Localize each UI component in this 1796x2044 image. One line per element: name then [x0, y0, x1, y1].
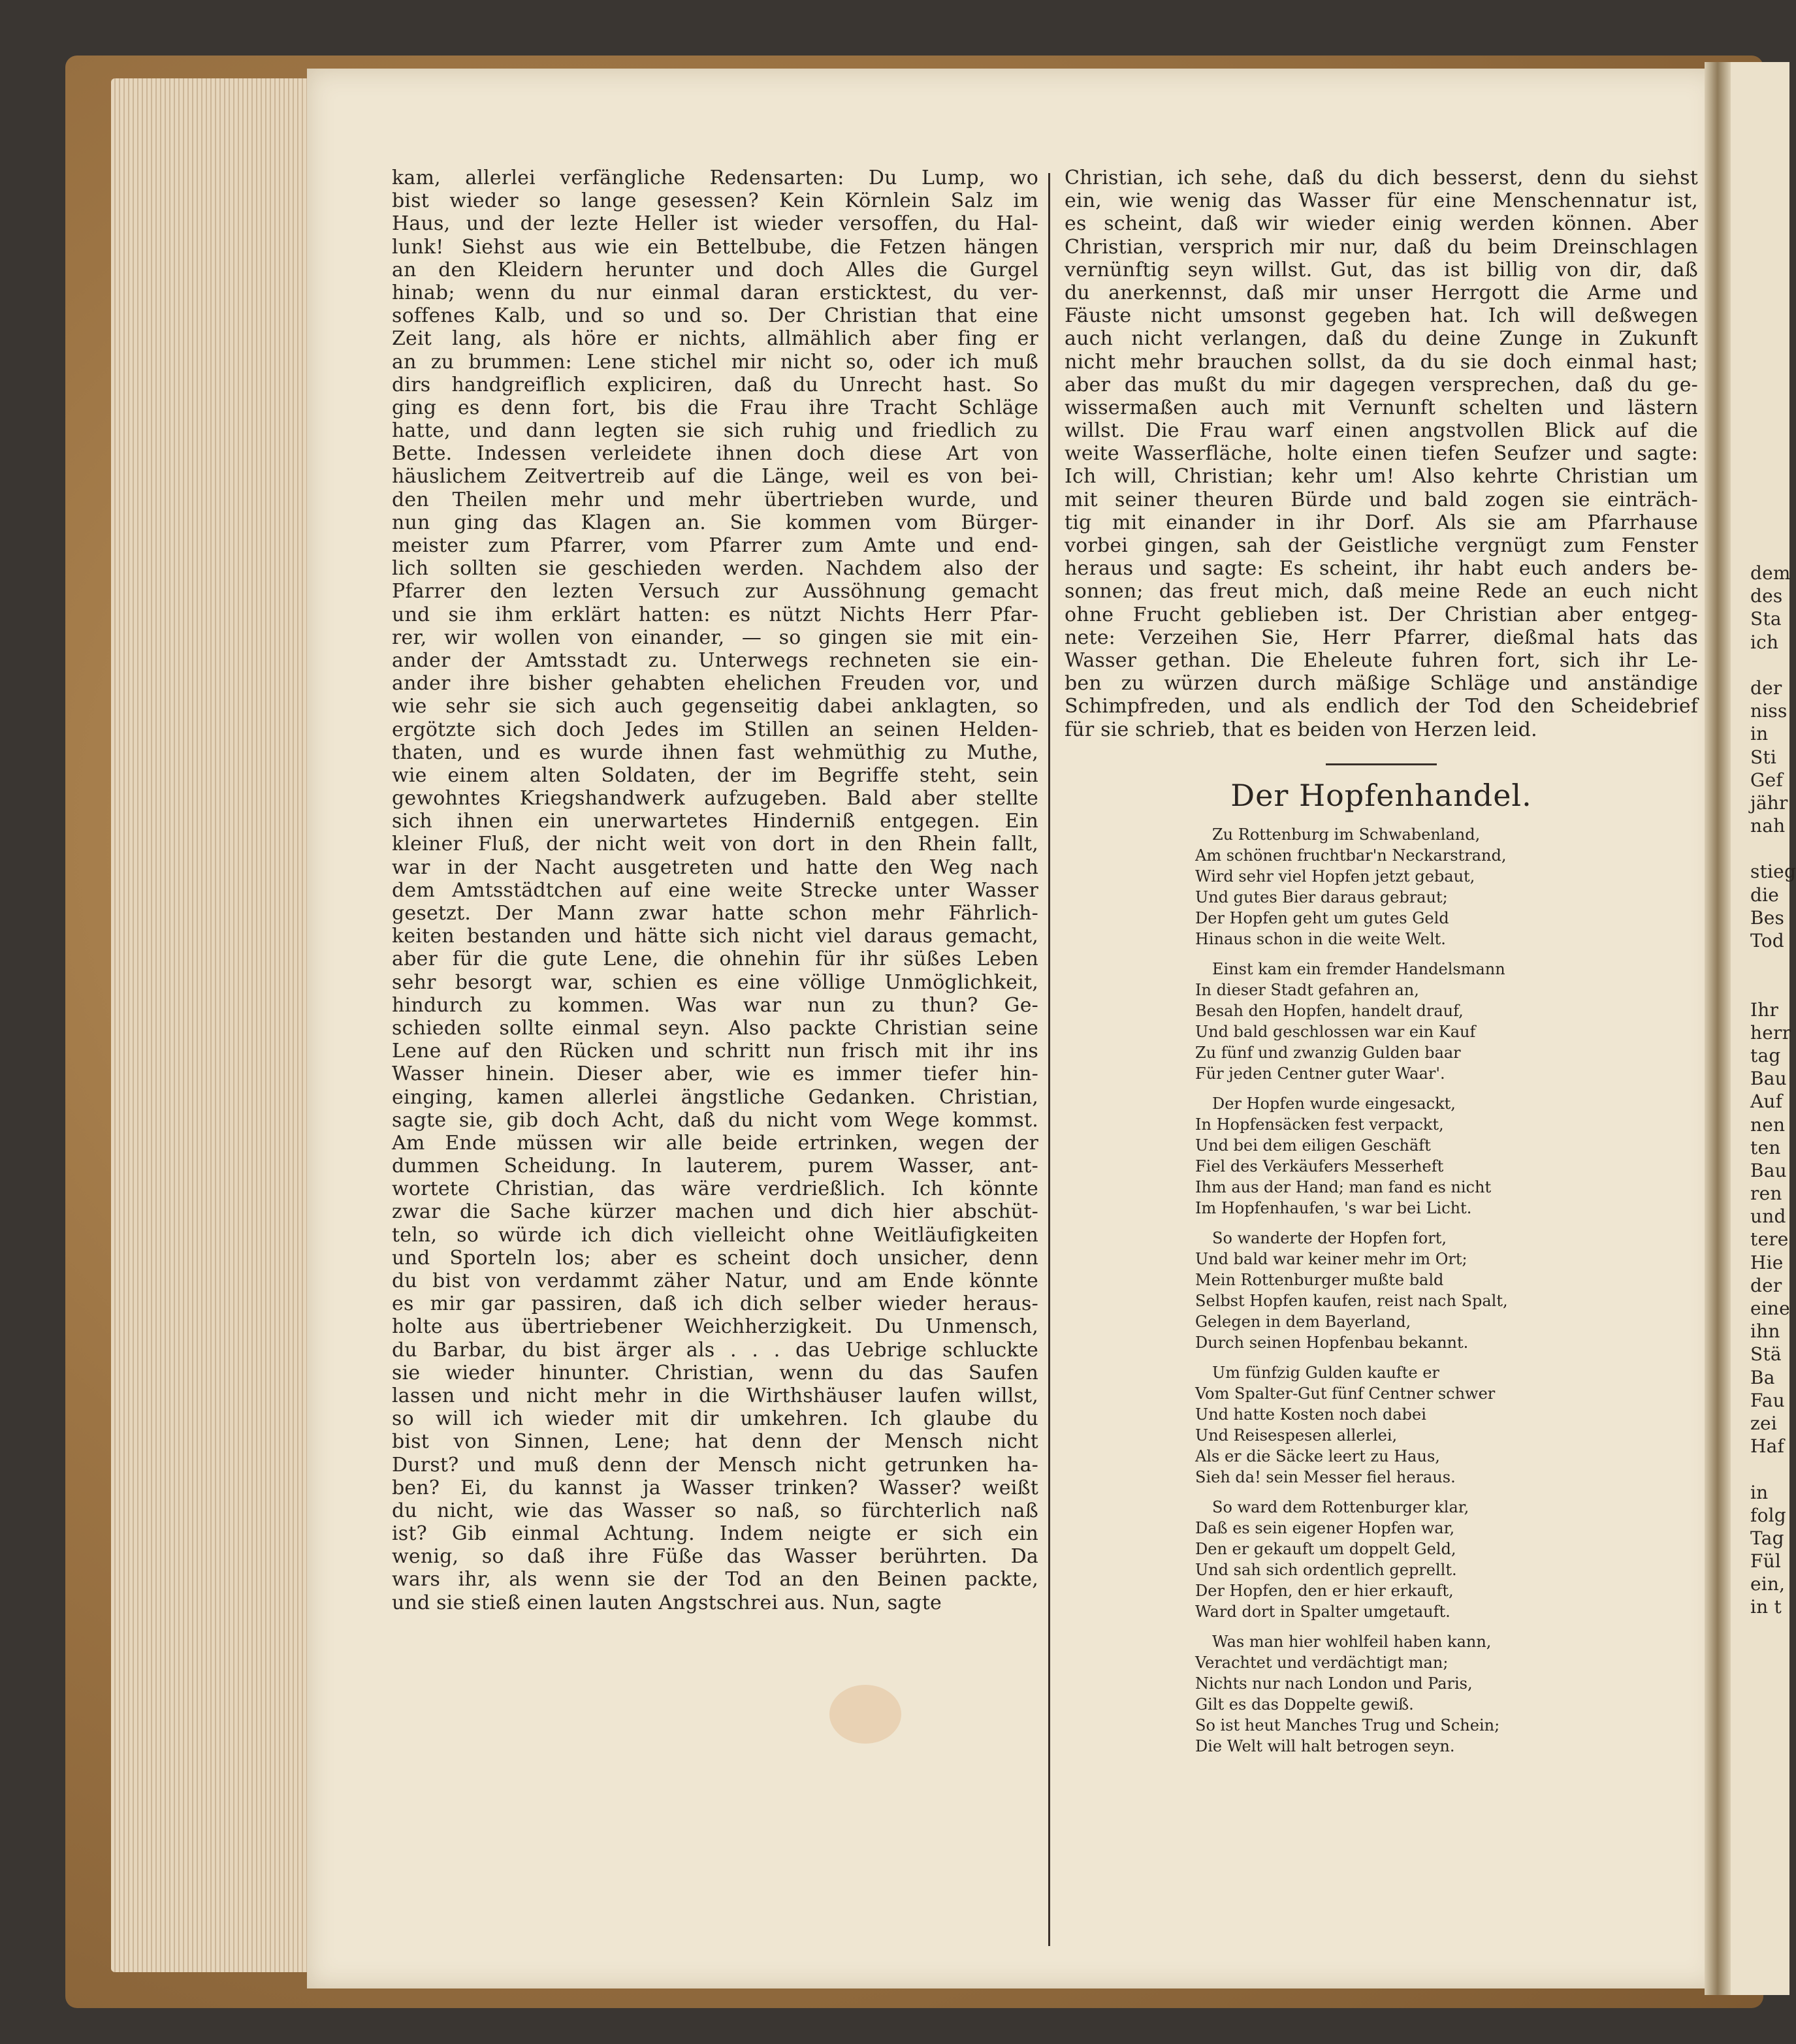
fragment-line: dem	[1750, 562, 1791, 584]
text-line: Wasser gethan. Die Eheleute fuhren fort, sich ihr Le-	[1065, 648, 1698, 672]
poem-line: Die Welt will halt betrogen seyn.	[1195, 1736, 1455, 1755]
text-line: thaten, und es wurde ihnen fast wehmüthig zu Muthe,	[392, 741, 1038, 764]
poem-line: Gelegen in dem Bayerland,	[1195, 1312, 1411, 1331]
fragment-line: herr	[1750, 1021, 1791, 1044]
story-conclusion	[1065, 167, 1698, 741]
fragment-line: Sti	[1750, 746, 1776, 768]
fragment-line: ten	[1750, 1136, 1781, 1158]
fragment-line: die	[1750, 884, 1780, 906]
poem-line: Zu fünf und zwanzig Gulden baar	[1195, 1043, 1461, 1062]
text-line: soffenes Kalb, und so und so. Der Christian that eine	[392, 304, 1038, 328]
text-line: Durst? und muß denn der Mensch nicht getrunken ha-	[392, 1453, 1038, 1477]
text-line: es mir gar passiren, daß ich dich selber wieder heraus-	[392, 1292, 1038, 1316]
text-line: Ich will, Christian; kehr um! Also kehrte Christian um	[1065, 465, 1698, 488]
page-edges	[111, 78, 307, 1972]
text-line: ist? Gib einmal Achtung. Indem neigte er sich ein	[392, 1522, 1038, 1546]
fragment-line: und	[1750, 1206, 1786, 1228]
text-line: so will ich wieder mit dir umkehren. Ich glaube du	[392, 1407, 1038, 1431]
text-line: weite Wasserfläche, holte einen tiefen Seufzer und sagte:	[1065, 442, 1698, 466]
poem-line: Und bald geschlossen war ein Kauf	[1195, 1022, 1476, 1041]
text-line: Am Ende müssen wir alle beide ertrinken, wegen der	[392, 1131, 1038, 1155]
fragment-line	[1750, 952, 1789, 975]
fragment-line: ich	[1750, 631, 1779, 653]
fragment-line	[1750, 654, 1789, 677]
text-line: keiten bestanden und hätte sich nicht viel daraus gemacht,	[392, 925, 1038, 948]
poem-line: Daß es sein eigener Hopfen war,	[1195, 1518, 1455, 1537]
fragment-line	[1750, 837, 1789, 860]
text-line: sich ihnen ein unerwartetes Hinderniß entgegen. Ein	[392, 810, 1038, 833]
text-line: bist von Sinnen, Lene; hat denn der Mensch nicht	[392, 1430, 1038, 1454]
column-divider	[1048, 173, 1050, 1946]
poem-line: Am schönen fruchtbar'n Neckarstrand,	[1195, 846, 1507, 865]
text-line: Lene auf den Rücken und schritt nun frisch mit ihr ins	[392, 1040, 1038, 1063]
poem-line: Der Hopfen, den er hier erkauft,	[1195, 1581, 1454, 1600]
fragment-line: ein,	[1750, 1573, 1786, 1595]
text-line: willst. Die Frau warf einen angstvollen Blick auf die	[1065, 419, 1698, 443]
poem-stanza	[1065, 1228, 1698, 1353]
left-text-column	[392, 167, 1038, 1614]
fragment-line: des	[1750, 585, 1783, 607]
fragment-line: Gef	[1750, 769, 1783, 791]
text-line: ben? Ei, du kannst ja Wasser trinken? Wasser? weißt	[392, 1476, 1038, 1499]
text-line: kleiner Fluß, der nicht weit von dort in den Rhein fallt,	[392, 833, 1038, 856]
text-line: vernünftig seyn willst. Gut, das ist billig von dir, daß	[1065, 258, 1698, 281]
poem-stanza	[1065, 1362, 1698, 1488]
text-line: lassen und nicht mehr in die Wirthshäuser laufen willst,	[392, 1384, 1038, 1407]
fragment-line: Ihr	[1750, 998, 1779, 1021]
fragment-line: Haf	[1750, 1435, 1785, 1458]
text-line: wie sehr sie sich auch gegenseitig dabei anklagten, so	[392, 695, 1038, 718]
poem-line: Wird sehr viel Hopfen jetzt gebaut,	[1195, 867, 1475, 886]
fragment-line: Ba	[1750, 1366, 1775, 1388]
poem-line: Was man hier wohlfeil haben kann,	[1212, 1632, 1492, 1651]
text-line: gesetzt. Der Mann zwar hatte schon mehr Fährlich-	[392, 902, 1038, 925]
book-gutter	[1705, 62, 1731, 1995]
poem-line: Und hatte Kosten noch dabei	[1195, 1405, 1426, 1424]
middle-text-column	[1065, 167, 1698, 1766]
fragment-line: Bau	[1750, 1159, 1787, 1181]
poem-line: Der Hopfen wurde eingesackt,	[1212, 1094, 1456, 1113]
poem-line: Und gutes Bier daraus gebraut;	[1195, 887, 1448, 906]
poem-line: Und bald war keiner mehr im Ort;	[1195, 1249, 1467, 1268]
text-line: aber für die gute Lene, die ohnehin für ihr süßes Leben	[392, 948, 1038, 971]
text-line: und Sporteln los; aber es scheint doch unsicher, denn	[392, 1246, 1038, 1270]
text-line: ander ihre bisher gehabten ehelichen Freuden vor, und	[392, 672, 1038, 695]
text-line: kam, allerlei verfängliche Redensarten: Du Lump, wo	[392, 167, 1038, 189]
text-line: ein, wie wenig das Wasser für eine Menschennatur ist,	[1065, 189, 1698, 213]
poem-line: Durch seinen Hopfenbau bekannt.	[1195, 1333, 1469, 1352]
paper-stain	[829, 1685, 901, 1744]
fragment-line	[1750, 1458, 1789, 1480]
text-line: du nicht, wie das Wasser so naß, so fürchterlich naß	[392, 1499, 1038, 1522]
text-line: dirs handgreiflich expliciren, daß du Unrecht hast. So	[392, 373, 1038, 396]
poem-line: Den er gekauft um doppelt Geld,	[1195, 1539, 1456, 1558]
poem-line: Um fünfzig Gulden kaufte er	[1212, 1363, 1439, 1382]
poem-line: Ihm aus der Hand; man fand es nicht	[1195, 1177, 1492, 1196]
poem-line: Mein Rottenburger mußte bald	[1195, 1270, 1444, 1289]
text-line: heraus und sagte: Es scheint, ihr habt euch anders be-	[1065, 557, 1698, 581]
fragment-line: der	[1750, 677, 1782, 699]
fragment-line: eine	[1750, 1298, 1790, 1319]
fragment-line: niss	[1750, 700, 1788, 722]
poem-line: Im Hopfenhaufen, 's war bei Licht.	[1195, 1198, 1472, 1217]
poem-line: Als er die Säcke leert zu Haus,	[1195, 1446, 1440, 1465]
text-line: sehr besorgt war, schien es eine völlige Unmöglichkeit,	[392, 970, 1038, 994]
text-line: den Theilen mehr und mehr übertrieben wurde, und	[392, 488, 1038, 511]
text-line: sie wieder hinunter. Christian, wenn du das Saufen	[392, 1361, 1038, 1384]
text-line: wie einem alten Soldaten, der im Begriffe steht, sein	[392, 763, 1038, 787]
fragment-line: Auf	[1750, 1091, 1783, 1113]
text-line: war in der Nacht ausgetreten und hatte den Weg nach	[392, 855, 1038, 879]
text-line: du bist von verdammt zäher Natur, und am Ende könnte	[392, 1270, 1038, 1292]
poem-line: Besah den Hopfen, handelt drauf,	[1195, 1001, 1464, 1020]
text-line: mit seiner theuren Bürde und bald zogen sie einträch-	[1065, 488, 1698, 511]
text-line: zwar die Sache kürzer machen und dich hier abschüt-	[392, 1200, 1038, 1224]
fragment-line: Tag	[1750, 1527, 1784, 1549]
text-line: vorbei gingen, sah der Geistliche vergnügt zum Fenster	[1065, 534, 1698, 557]
fragment-line: jähr	[1750, 791, 1788, 814]
text-line: nicht mehr brauchen sollst, da du sie doch einmal hast;	[1065, 350, 1698, 374]
text-line: hatte, und dann legten sie sich ruhig und friedlich zu	[392, 419, 1038, 443]
text-line: ging es denn fort, bis die Frau ihre Tracht Schläge	[392, 396, 1038, 419]
fragment-line: tag	[1750, 1044, 1781, 1066]
text-line: auch nicht verlangen, daß du deine Zunge in Zukunft	[1065, 327, 1698, 351]
poem-stanza	[1065, 824, 1698, 950]
fragment-line: in	[1750, 1481, 1769, 1503]
text-line: und sie stieß einen lauten Angstschrei aus. Nun, sagte	[392, 1591, 942, 1614]
text-line: sagte sie, gib doch Acht, daß du nicht vom Wege kommst.	[392, 1108, 1038, 1132]
poem-title: Der Hopfenhandel.	[1230, 777, 1532, 813]
section-divider	[1326, 763, 1437, 765]
text-line: lunk! Siehst aus wie ein Bettelbube, die Fetzen hängen	[392, 235, 1038, 259]
text-line: für sie schrieb, that es beiden von Herzen leid.	[1065, 718, 1537, 741]
poem-line: Fiel des Verkäufers Messerheft	[1195, 1157, 1444, 1175]
text-line: du Barbar, du bist ärger als . . . das Uebrige schluckte	[392, 1338, 1038, 1362]
text-line: dem Amtsstädtchen auf eine weite Strecke unter Wasser	[392, 878, 1038, 902]
poem-line: Und Reisespesen allerlei,	[1195, 1426, 1398, 1445]
fragment-line: Stä	[1750, 1343, 1782, 1365]
poem-line: Und sah sich ordentlich geprellt.	[1195, 1560, 1457, 1579]
text-line: wortete Christian, das wäre verdrießlich. Ich könnte	[392, 1177, 1038, 1201]
text-line: wissermaßen auch mit Vernunft schelten und lästern	[1065, 396, 1698, 419]
text-line: Pfarrer den lezten Versuch zur Aussöhnung gemacht	[392, 580, 1038, 603]
text-line: tig mit einander in ihr Dorf. Als sie am Pfarrhause	[1065, 511, 1698, 534]
text-line: nete: Verzeihen Sie, Herr Pfarrer, dießmal hats das	[1065, 626, 1698, 649]
text-line: Wasser hinein. Dieser aber, wie es immer tiefer hin-	[392, 1062, 1038, 1086]
poem-line: So wanderte der Hopfen fort,	[1212, 1228, 1447, 1247]
poem-line: Verachtet und verdächtigt man;	[1195, 1653, 1449, 1672]
text-line: rer, wir wollen von einander, — so gingen sie mit ein-	[392, 626, 1038, 649]
text-line: ergötzte sich doch Jedes im Stillen an seinen Helden-	[392, 718, 1038, 741]
text-line: häuslichem Zeitvertreib auf die Länge, weil es von bei-	[392, 465, 1038, 488]
fragment-line: nah	[1750, 815, 1786, 837]
poem-line: Gilt es das Doppelte gewiß.	[1195, 1695, 1414, 1714]
text-line: du anerkennst, daß mir unser Herrgott die Arme und	[1065, 281, 1698, 304]
poem-line: Nichts nur nach London und Paris,	[1195, 1674, 1473, 1693]
fragment-line: Fau	[1750, 1389, 1785, 1411]
poem-line: So ward dem Rottenburger klar,	[1212, 1497, 1469, 1516]
fragment-line: Bes	[1750, 906, 1785, 929]
text-line: und sie ihm erklärt hatten: es nützt Nichts Herr Pfar-	[392, 603, 1038, 626]
poem-stanza	[1065, 1497, 1698, 1622]
poem-stanza	[1065, 1093, 1698, 1219]
poem-line: Für jeden Centner guter Waar'.	[1195, 1064, 1445, 1083]
fragment-line: Fül	[1750, 1550, 1782, 1573]
poem-line: Sieh da! sein Messer fiel heraus.	[1195, 1467, 1456, 1486]
text-line: Schimpfreden, und als endlich der Tod den Scheidebrief	[1065, 695, 1698, 718]
text-line: Fäuste nicht umsonst gegeben hat. Ich will deßwegen	[1065, 304, 1698, 328]
text-line: hindurch zu kommen. Was war nun zu thun? Ge-	[392, 993, 1038, 1017]
fragment-line: nen	[1750, 1113, 1786, 1136]
fragment-line: ren	[1750, 1183, 1782, 1205]
text-line: nun ging das Klagen an. Sie kommen vom Bürger-	[392, 511, 1038, 534]
poem-line: Selbst Hopfen kaufen, reist nach Spalt,	[1195, 1291, 1508, 1310]
poem-line: Der Hopfen geht um gutes Geld	[1195, 908, 1449, 927]
fragment-line: Sta	[1750, 608, 1782, 630]
text-line: bist wieder so lange gesessen? Kein Körnlein Salz im	[392, 189, 1038, 213]
text-line: Christian, versprich mir nur, daß du beim Dreinschlagen	[1065, 235, 1698, 259]
fragment-line: in	[1750, 723, 1769, 745]
poem-line: Und bei dem eiligen Geschäft	[1195, 1136, 1431, 1155]
text-line: an den Kleidern herunter und doch Alles die Gurgel	[392, 258, 1038, 281]
text-line: lich sollten sie geschieden werden. Nachdem also der	[392, 557, 1038, 581]
poem-line: Ward dort in Spalter umgetauft.	[1195, 1602, 1451, 1621]
text-line: Bette. Indessen verleidete ihnen doch diese Art von	[392, 442, 1038, 466]
text-line: holte aus übertriebener Weichherzigkeit. Du Unmensch,	[392, 1315, 1038, 1339]
poem-line: In Hopfensäcken fest verpackt,	[1195, 1115, 1444, 1134]
text-line: Haus, und der lezte Heller ist wieder versoffen, du Hal-	[392, 212, 1038, 236]
poem-line: Zu Rottenburg im Schwabenland,	[1212, 825, 1481, 844]
poem-stanza	[1065, 959, 1698, 1084]
text-line: teln, so würde ich dich vielleicht ohne Weitläufigkeiten	[392, 1223, 1038, 1247]
text-line: wenig, so daß ihre Füße das Wasser berührten. Da	[392, 1545, 1038, 1569]
fragment-line: in t	[1750, 1596, 1782, 1618]
fragment-line: zei	[1750, 1412, 1777, 1434]
text-line: meister zum Pfarrer, vom Pfarrer zum Amte und end-	[392, 534, 1038, 557]
text-line: hinab; wenn du nur einmal daran ersticktest, du ver-	[392, 281, 1038, 304]
text-line: sonnen; das freut mich, daß meine Rede an euch nicht	[1065, 580, 1698, 603]
text-line: dummen Scheidung. In lauterem, purem Wasser, ant-	[392, 1155, 1038, 1178]
text-line: schieden sollte einmal seyn. Also packte Christian seine	[392, 1016, 1038, 1040]
fragment-line: Tod	[1750, 930, 1784, 951]
poem-body	[1065, 824, 1698, 1757]
text-line: Christian, ich sehe, daß du dich besserst, denn du siehst	[1065, 167, 1698, 189]
fragment-line: Bau	[1750, 1068, 1787, 1090]
text-line: Zeit lang, als höre er nichts, allmählich aber fing er	[392, 327, 1038, 351]
text-line: ander der Amtsstadt zu. Unterwegs rechneten sie ein-	[392, 648, 1038, 672]
fragment-line: tere	[1750, 1228, 1789, 1251]
text-line: es scheint, daß wir wieder einig werden können. Aber	[1065, 212, 1698, 236]
poem-line: Vom Spalter-Gut fünf Centner schwer	[1195, 1384, 1496, 1403]
fragment-line	[1750, 975, 1789, 998]
right-page-fragments	[1750, 562, 1796, 1619]
fragment-line: ihn	[1750, 1320, 1780, 1343]
text-line: gewohntes Kriegshandwerk aufzugeben. Bald aber stellte	[392, 787, 1038, 810]
text-line: wars ihr, als wenn sie der Tod an den Beinen packte,	[392, 1568, 1038, 1591]
fragment-line: der	[1750, 1274, 1782, 1296]
fragment-line: folg	[1750, 1504, 1786, 1526]
poem-line: So ist heut Manches Trug und Schein;	[1195, 1716, 1500, 1734]
poem-line: In dieser Stadt gefahren an,	[1195, 980, 1419, 999]
text-line: ben zu würzen durch mäßige Schläge und anständige	[1065, 672, 1698, 695]
text-line: aber das mußt du mir dagegen versprechen, daß du ge-	[1065, 373, 1698, 396]
poem-line: Einst kam ein fremder Handelsmann	[1212, 959, 1505, 978]
text-line: ohne Frucht geblieben ist. Der Christian aber entgeg-	[1065, 603, 1698, 626]
fragment-line: Hie	[1750, 1251, 1784, 1273]
fragment-line: stieg	[1750, 861, 1796, 883]
poem-stanza	[1065, 1631, 1698, 1757]
poem-line: Hinaus schon in die weite Welt.	[1195, 929, 1446, 948]
text-line: einging, kamen allerlei ängstliche Gedanken. Christian,	[392, 1085, 1038, 1109]
text-line: an zu brummen: Lene stichel mir nicht so, oder ich muß	[392, 350, 1038, 374]
